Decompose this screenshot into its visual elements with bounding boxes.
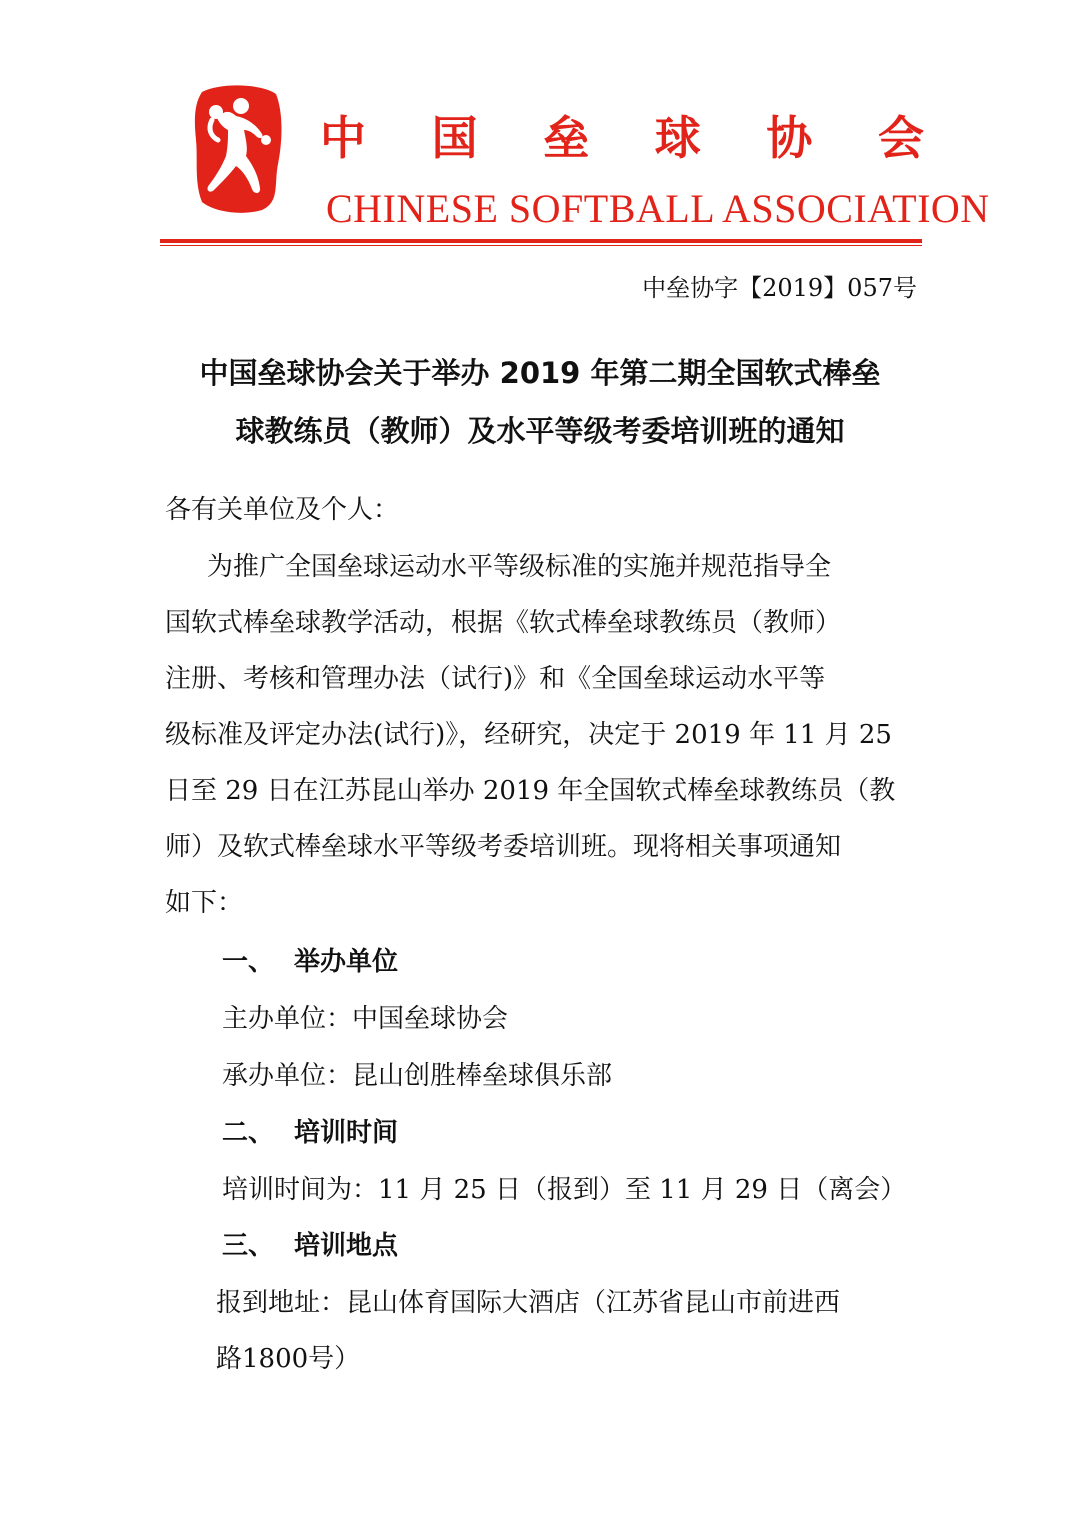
letterhead [160, 80, 990, 250]
section-number: 三、 [222, 1231, 275, 1261]
org-name-char: 国 [431, 111, 478, 165]
section-title: 培训地点 [294, 1231, 399, 1261]
org-name-english: CHINESE SOFTBALL ASSOCIATION [326, 186, 990, 231]
letterhead-divider-thin [160, 245, 922, 246]
org-name-char: 中 [320, 111, 366, 165]
address-line: 报到地址：昆山体育国际大酒店（江苏省昆山市前进西 [216, 1288, 841, 1318]
paragraph-line: 师）及软式棒垒球水平等级考委培训班。现将相关事项通知 [165, 832, 842, 862]
paragraph-line: 为推广全国垒球运动水平等级标准的实施并规范指导全 [207, 552, 832, 582]
section-heading-training-location [222, 1218, 398, 1274]
paragraph-line: 国软式棒垒球教学活动，根据《软式棒垒球教练员（教师） [165, 608, 842, 638]
org-name-char: 会 [877, 111, 924, 165]
address-line: 路1800号） [216, 1344, 361, 1374]
paragraph-line: 注册、考核和管理办法（试行)》和《全国垒球运动水平等 [165, 664, 826, 694]
salutation: 各有关单位及个人： [165, 495, 400, 525]
title-line: 球教练员（教师）及水平等级考委培训班的通知 [235, 414, 845, 448]
document-number: 中垒协字【2019】057号 [642, 274, 917, 302]
title-line: 中国垒球协会关于举办 2019 年第二期全国软式棒垒 [199, 356, 881, 390]
section-item: 主办单位：中国垒球协会 [222, 1004, 509, 1034]
check-in-address [216, 1275, 916, 1387]
intro-paragraph [165, 539, 917, 931]
section-heading-organizers [222, 934, 398, 990]
document-title [130, 344, 950, 460]
section-item: 承办单位：昆山创胜棒垒球俱乐部 [222, 1061, 613, 1091]
section-number: 一、 [222, 947, 275, 977]
section-title: 培训时间 [294, 1118, 399, 1148]
paragraph-line: 如下： [165, 888, 244, 918]
section-item: 培训时间为：11 月 25 日（报到）至 11 月 29 日（离会） [222, 1175, 907, 1205]
section-number: 二、 [222, 1118, 275, 1148]
softball-pitcher-seal-icon [192, 84, 284, 214]
org-name-char: 球 [654, 111, 701, 165]
org-name-char: 垒 [543, 111, 590, 165]
org-name-chinese [320, 110, 924, 166]
letterhead-divider-thick [160, 239, 922, 243]
paragraph-line: 级标准及评定办法(试行)》，经研究，决定于 2019 年 11 月 25 [165, 720, 892, 750]
section-title: 举办单位 [294, 947, 399, 977]
section-heading-training-time [222, 1105, 398, 1161]
org-name-char: 协 [766, 111, 813, 165]
paragraph-line: 日至 29 日在江苏昆山举办 2019 年全国软式棒垒球教练员（教 [165, 776, 896, 806]
